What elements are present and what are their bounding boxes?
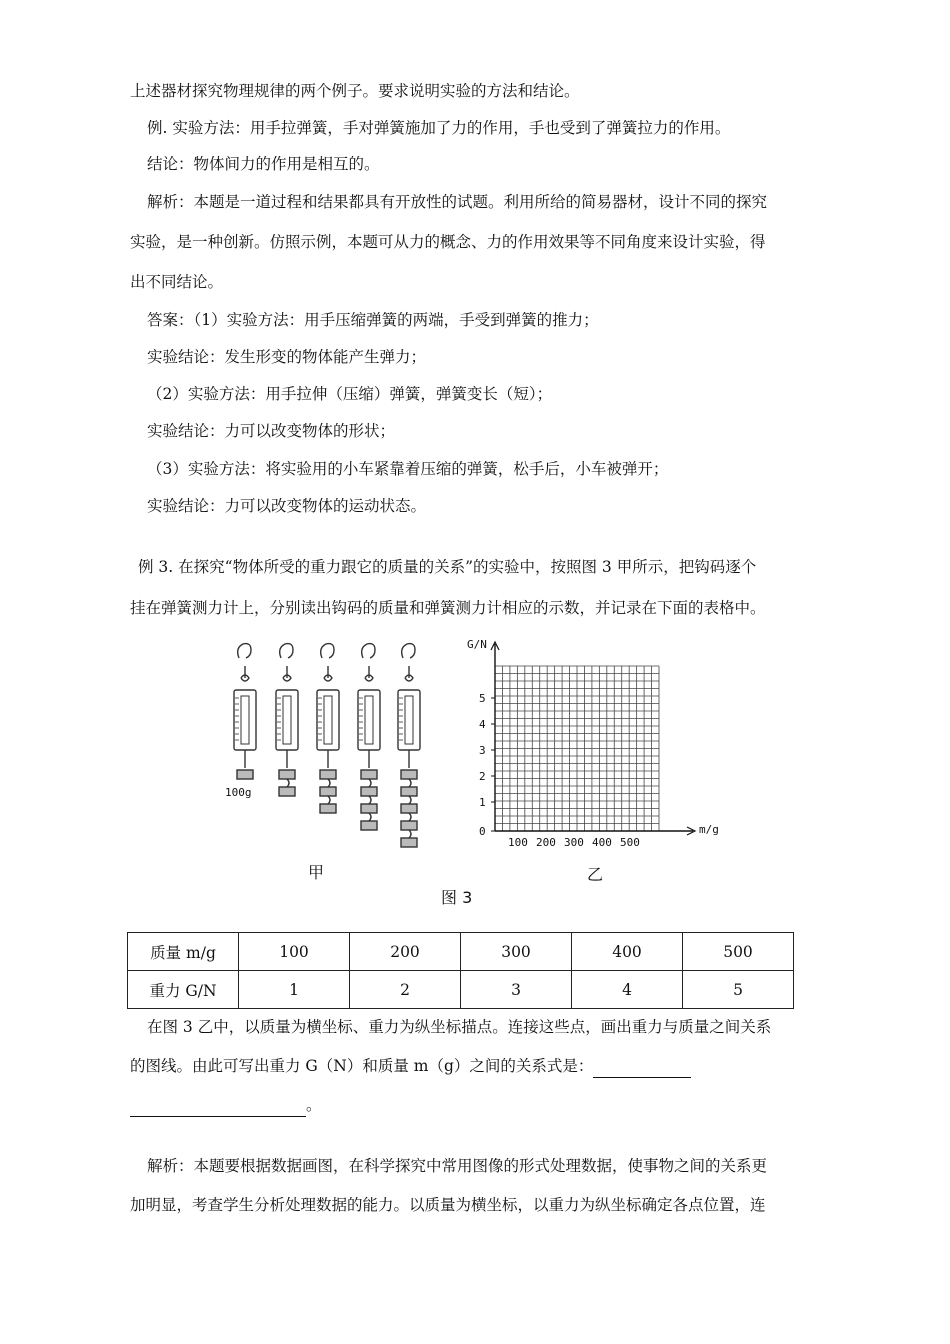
caption-yi: 乙: [587, 865, 604, 884]
scale-body: [317, 690, 339, 750]
data-table-body: [128, 933, 794, 1009]
x-tick-label: 300: [564, 836, 584, 849]
x-axis-label: m/g: [699, 823, 719, 836]
hand-icon: [402, 644, 415, 658]
paragraph-line: 结论：物体间力的作用是相互的。: [147, 155, 380, 173]
row-header: 质量 m/g: [128, 933, 239, 971]
hook-weight: [320, 787, 336, 796]
paragraph-line: 在图 3 乙中，以质量为横坐标、重力为纵坐标描点。连接这些点，画出重力与质量之间关系: [147, 1018, 772, 1036]
x-tick-label: 400: [592, 836, 612, 849]
hook-weight: [401, 838, 417, 847]
hook-weight: [401, 787, 417, 796]
x-tick-label: 200: [536, 836, 556, 849]
paragraph-text: 的图线。由此可写出重力 G（N）和质量 m（g）之间的关系式是：: [130, 1057, 594, 1075]
y-tick-labels: [479, 692, 495, 838]
paragraph-line: 实验结论：力可以改变物体的形状；: [147, 422, 396, 440]
paragraph-line: 加明显，考查学生分析处理数据的能力。以质量为横坐标，以重力为纵坐标确定各点位置，连: [130, 1196, 766, 1214]
table-cell: 2: [350, 971, 461, 1009]
answer-blank-2[interactable]: [130, 1094, 306, 1117]
hand-icon: [238, 644, 251, 658]
hook-weight: [361, 821, 377, 830]
hand-icon: [362, 644, 375, 658]
hook-weight: [279, 770, 295, 779]
x-tick-label: 500: [620, 836, 640, 849]
table-cell: 200: [350, 933, 461, 971]
hook-weight: [361, 804, 377, 813]
paragraph-line: 挂在弹簧测力计上，分别读出钩码的质量和弹簧测力计相应的示数，并记录在下面的表格中。: [130, 599, 766, 617]
table-cell: 300: [461, 933, 572, 971]
spring-scale: [358, 644, 380, 830]
scale-body: [234, 690, 256, 750]
paragraph-line: 实验结论：发生形变的物体能产生弹力；: [147, 348, 427, 366]
paragraph-line: [130, 1055, 691, 1078]
y-axis-label: G/N: [467, 638, 487, 651]
table-row: [128, 971, 794, 1009]
hook-weight: [279, 787, 295, 796]
paragraph-line: 例. 实验方法：用手拉弹簧，手对弹簧施加了力的作用，手也受到了弹簧拉力的作用。: [147, 119, 731, 137]
gravity-mass-grid: [491, 642, 695, 835]
y-tick-label: 0: [479, 825, 486, 838]
x-tick-label: 100: [508, 836, 528, 849]
hook-weight: [320, 770, 336, 779]
y-tick-label: 1: [479, 796, 486, 809]
table-cell: 3: [461, 971, 572, 1009]
table-row: [128, 933, 794, 971]
paragraph-line: 解析：本题要根据数据画图，在科学探究中常用图像的形式处理数据，使事物之间的关系更: [147, 1157, 768, 1175]
hook-weight: [401, 821, 417, 830]
figure-3-drawing: [215, 636, 735, 911]
table-cell: 100: [239, 933, 350, 971]
spring-scale: [317, 644, 339, 813]
paragraph-line: （2）实验方法：用手拉伸（压缩）弹簧，弹簧变长（短）；: [147, 385, 553, 403]
paragraph-line: （3）实验方法：将实验用的小车紧靠着压缩的弹簧，松手后，小车被弹开；: [147, 460, 669, 478]
table-cell: 500: [683, 933, 794, 971]
y-tick-label: 4: [479, 718, 486, 731]
spring-scale: [398, 644, 420, 847]
paragraph-line: 实验结论：力可以改变物体的运动状态。: [147, 497, 427, 515]
paragraph-line: 解析：本题是一道过程和结果都具有开放性的试题。利用所给的简易器材，设计不同的探究: [147, 193, 768, 211]
hook-weight: [401, 804, 417, 813]
x-tick-labels: [508, 836, 640, 849]
hook-weight: [361, 787, 377, 796]
hook-weight: [237, 770, 253, 779]
scale-body: [276, 690, 298, 750]
hand-icon: [321, 644, 334, 658]
spring-scales-drawing: [234, 644, 420, 847]
paragraph-line: 实验，是一种创新。仿照示例，本题可从力的概念、力的作用效果等不同角度来设计实验，得: [130, 233, 766, 251]
hook-weight: [320, 804, 336, 813]
table-cell: 4: [572, 971, 683, 1009]
table-cell: 400: [572, 933, 683, 971]
answer-blank-1[interactable]: [593, 1055, 691, 1078]
paragraph-line: [130, 1094, 322, 1117]
paragraph-line: 出不同结论。: [130, 273, 224, 291]
table-cell: 1: [239, 971, 350, 1009]
y-tick-label: 2: [479, 770, 486, 783]
hand-icon: [280, 644, 293, 658]
paragraph-text: 。: [306, 1096, 322, 1114]
scale-body: [398, 690, 420, 750]
hook-weight: [401, 770, 417, 779]
row-header: 重力 G/N: [128, 971, 239, 1009]
caption-jia: 甲: [308, 863, 325, 882]
mass-label: 100g: [225, 786, 252, 799]
hook-weight: [361, 770, 377, 779]
y-tick-label: 5: [479, 692, 486, 705]
paragraph-line: 例 3. 在探究“物体所受的重力跟它的质量的关系”的实验中，按照图 3 甲所示，把钩码逐个: [138, 558, 757, 576]
paragraph-line: 答案：（1）实验方法：用手压缩弹簧的两端，手受到弹簧的推力；: [147, 311, 599, 329]
table-cell: 5: [683, 971, 794, 1009]
y-tick-label: 3: [479, 744, 486, 757]
figure-caption: 图 3: [441, 888, 473, 907]
spring-scale: [276, 644, 298, 796]
figure-3: [215, 636, 735, 911]
paragraph-line: 上述器材探究物理规律的两个例子。要求说明实验的方法和结论。: [130, 82, 580, 100]
scale-body: [358, 690, 380, 750]
data-table: [127, 932, 794, 1009]
spring-scale: [234, 644, 256, 779]
